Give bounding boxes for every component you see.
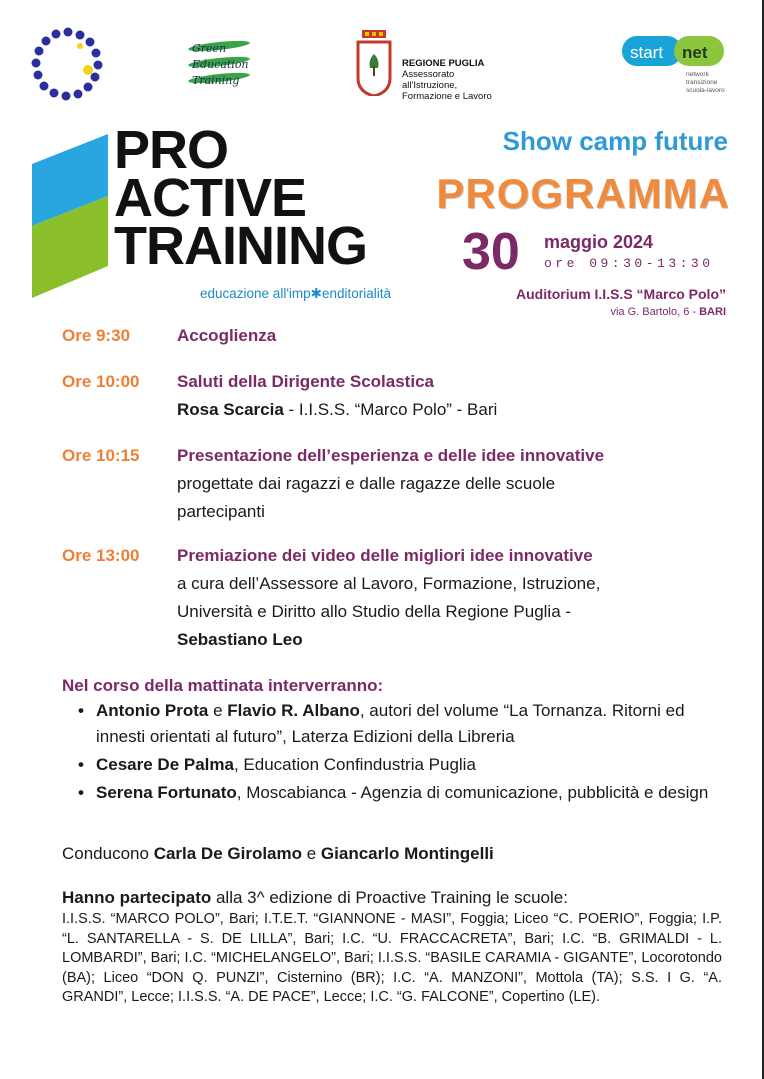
schedule-line2-4: a cura dell’Assessore al Lavoro, Formazione, Istruzione,: [177, 574, 601, 593]
event-month-year: maggio 2024: [544, 232, 654, 252]
puglia-dept-2: Formazione e Lavoro: [402, 91, 492, 102]
subtitle-pre: educazione all'imp: [200, 286, 311, 301]
programma-heading: PROGRAMMA: [436, 170, 730, 217]
schedule-title-2: Saluti della Dirigente Scolastica: [177, 372, 434, 391]
green-education-training-logo: [188, 38, 258, 94]
schedule-item-4: [177, 542, 737, 654]
green-logo-line-1: Green: [192, 42, 227, 55]
schedule-title-1: Accoglienza: [177, 326, 277, 345]
schedule-title-4: Premiazione dei video delle migliori idee innovative: [177, 546, 593, 565]
title-line-training: TRAINING: [114, 216, 367, 276]
marco-polo-logo: [30, 26, 106, 102]
schedule-item-3: [177, 442, 737, 526]
event-venue: Auditorium I.I.S.S “Marco Polo”: [515, 286, 726, 302]
speaker-name: Cesare De Palma: [96, 755, 234, 774]
subtitle-post: enditorialità: [321, 286, 392, 301]
event-day: 30: [462, 223, 520, 281]
green-logo-line-3: Training: [192, 74, 240, 87]
puglia-dept-1: Assessorato all'Istruzione,: [402, 69, 458, 91]
participants-lead-bold: Hanno partecipato: [62, 888, 212, 907]
puglia-name: REGIONE PUGLIA: [402, 58, 485, 69]
startnet-tag-2: transizione: [686, 79, 718, 86]
speaker-item-1: [78, 698, 718, 750]
schedule-item-1: [177, 322, 737, 350]
speaker-detail: , autori del volume “La Tornanza. Ritorni ed innesti orientati al futuro”, Laterza Edizioni della Libreria: [96, 701, 685, 746]
schedule-line2-3: progettate dai ragazzi e dalle ragazze delle scuole: [177, 474, 556, 493]
hosts-line: [62, 844, 494, 864]
startnet-tag-3: scuola-lavoro: [686, 87, 725, 94]
address-street: via G. Bartolo, 6 -: [610, 306, 700, 318]
schedule-time-3: Ore 10:15: [62, 446, 140, 465]
schedule-item-2: [177, 368, 737, 424]
regione-puglia-logo: [356, 30, 506, 102]
schedule-title-3: Presentazione dell’esperienza e delle idee innovative: [177, 446, 605, 465]
show-camp-heading: Show camp future: [502, 126, 728, 156]
schedule-time-4: Ore 13:00: [62, 546, 140, 565]
title-line-pro: PRO: [114, 120, 229, 180]
speaker-conj: e: [208, 701, 228, 720]
host-1: Carla De Girolamo: [153, 844, 303, 863]
puglia-text: [402, 58, 506, 102]
schedule-detail-2: - I.I.S.S. “Marco Polo” - Bari: [283, 400, 498, 419]
title-line-active: ACTIVE: [114, 168, 307, 228]
schedule-person-2: Rosa Scarcia: [177, 400, 284, 419]
puglia-shield-icon: [356, 30, 392, 96]
speakers-list: [78, 698, 718, 808]
speakers-heading: Nel corso della mattinata interverranno:: [62, 676, 384, 695]
proactive-parallelogram-graphic: [32, 134, 110, 302]
speaker-detail: , Education Confindustria Puglia: [233, 755, 476, 774]
education-subtitle: [200, 286, 391, 302]
speaker-item-2: [78, 752, 718, 778]
speaker-name-2: Flavio R. Albano: [227, 701, 360, 720]
participants-heading: [62, 888, 568, 908]
participating-schools: I.I.S.S. “MARCO POLO”, Bari; I.T.E.T. “GIANNONE - MASI”, Foggia; Liceo “C. POERIO”, Foggia; I.P. “L. SANTARELLA - S. DE LILLA”, Bari; I.C. “U. FRACCACRETA”, Bari; I.C. “B. GRIMALDI - L. LOMBARDI”, Bari; I.C. “MICHELANGELO”, Bari; I.I.S.S. “BASILE CARAMIA - GIGANTE”, Locorotondo (BA); Liceo “DON Q. PUNZI”, Cisternino (BR); I.C. “A. MANZONI”, Mottola (TA); S.S. I G. “A. GRANDI”, Lecce; I.I.S.S. “A. DE PACE”, Lecce; I.C. “G. FALCONE”, Copertino (LE).: [62, 911, 722, 1005]
startnet-logo: [620, 30, 730, 100]
green-logo-line-2: Education: [192, 58, 249, 71]
speaker-name: Antonio Prota: [96, 701, 209, 720]
speaker-detail: , Moscabianca - Agenzia di comunicazione, pubblicità e design: [236, 783, 709, 802]
schedule-line3-4: Università e Diritto allo Studio della Regione Puglia -: [177, 602, 572, 621]
event-address: [400, 306, 726, 318]
startnet-net: net: [682, 43, 708, 62]
schedule-time-1: Ore 9:30: [62, 326, 131, 345]
event-hours: ore 09:30-13:30: [544, 256, 714, 271]
address-city: BARI: [699, 306, 726, 318]
schedule-person-4: Sebastiano Leo: [177, 630, 303, 649]
schedule-time-2: Ore 10:00: [62, 372, 140, 391]
star-icon: ✱: [310, 286, 322, 301]
startnet-tag-1: network: [686, 71, 709, 78]
speaker-item-3: [78, 780, 718, 806]
proactive-training-title: [114, 120, 367, 276]
schedule-line3-3: partecipanti: [177, 502, 265, 521]
hosts-label: Conducono: [62, 844, 154, 863]
participants-lead-rest: alla 3^ edizione di Proactive Training le scuole:: [211, 888, 568, 907]
speaker-name: Serena Fortunato: [96, 783, 237, 802]
hosts-conj: e: [302, 844, 321, 863]
host-2: Giancarlo Montingelli: [320, 844, 494, 863]
startnet-start: start: [630, 43, 664, 62]
